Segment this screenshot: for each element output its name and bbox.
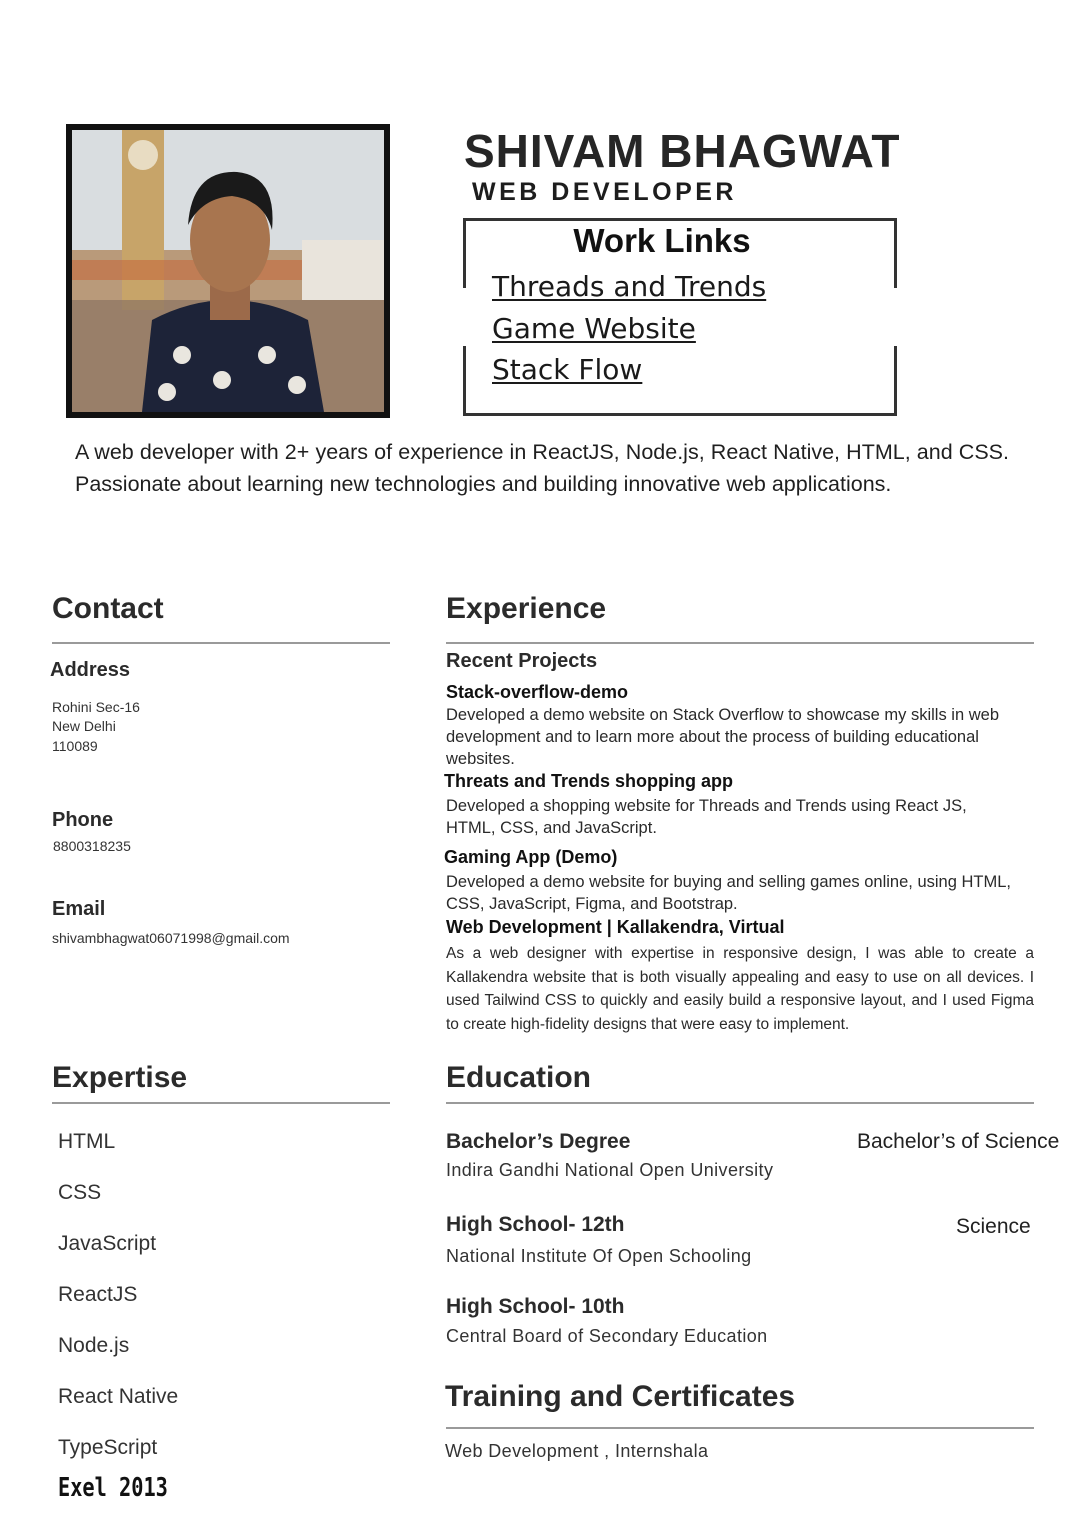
experience-heading: Experience: [446, 592, 607, 625]
skill-item: React Native: [58, 1385, 179, 1408]
address-line: Rohini Sec-16: [52, 699, 140, 715]
box-border-right-lower: [894, 346, 897, 416]
link-stack-flow[interactable]: Stack Flow: [492, 353, 643, 386]
phone-value: 8800318235: [53, 838, 131, 854]
link-threads-and-trends[interactable]: Threads and Trends: [492, 270, 767, 303]
recent-projects-heading: Recent Projects: [446, 650, 598, 672]
address-line: New Delhi: [52, 718, 116, 734]
skill-item: Node.js: [58, 1334, 130, 1357]
profile-photo: [66, 124, 390, 418]
contact-heading: Contact: [52, 592, 164, 625]
education-heading: Education: [446, 1061, 592, 1094]
box-border-top: [463, 218, 897, 221]
expertise-heading: Expertise: [52, 1061, 188, 1094]
skill-item: JavaScript: [58, 1232, 157, 1255]
email-value[interactable]: shivambhagwat06071998@gmail.com: [52, 930, 290, 946]
box-border-right-upper: [894, 218, 897, 288]
link-game-website[interactable]: Game Website: [492, 312, 696, 345]
email-label: Email: [52, 898, 106, 920]
work-links-box: [463, 218, 897, 416]
skill-item: TypeScript: [58, 1436, 158, 1459]
skill-item: HTML: [58, 1130, 116, 1153]
education-field: Science: [956, 1215, 1031, 1238]
education-institution: National Institute Of Open Schooling: [446, 1246, 752, 1266]
box-border-bottom: [463, 413, 897, 416]
project-title: Gaming App (Demo): [444, 847, 618, 867]
project-description: As a web designer with expertise in responsive design, I was able to create a Kallakendra website that is both visually appealing and easy to use on all devices. I used Tailwind CSS to quickly and easily build a responsive layout, and I used Figma to create high-fidelity designs that were easy to implement.: [446, 945, 1034, 1033]
education-institution: Central Board of Secondary Education: [446, 1326, 768, 1346]
training-divider: [446, 1427, 1034, 1429]
training-heading: Training and Certificates: [445, 1380, 796, 1413]
education-institution: Indira Gandhi National Open University: [446, 1160, 774, 1180]
project-description: Developed a shopping website for Threads and Trends using React JS, HTML, CSS, and JavaScript.: [446, 797, 967, 837]
work-links-title: Work Links: [573, 222, 751, 259]
contact-divider: [52, 642, 390, 644]
skill-item: ReactJS: [58, 1283, 138, 1306]
profile-summary: A web developer with 2+ years of experience in ReactJS, Node.js, React Native, HTML, and CSS. Passionate about learning new technologies and building innovative web applications.: [75, 440, 1009, 496]
education-divider: [446, 1102, 1034, 1104]
education-title: High School- 12th: [446, 1213, 625, 1236]
phone-label: Phone: [52, 809, 114, 831]
project-title: Stack-overflow-demo: [446, 682, 629, 702]
profile-photo-illustration: [72, 130, 384, 412]
training-item: Web Development , Internshala: [445, 1441, 709, 1461]
expertise-divider: [52, 1102, 390, 1104]
candidate-name: SHIVAM BHAGWAT: [464, 125, 901, 177]
experience-divider: [446, 642, 1034, 644]
project-title: Web Development | Kallakendra, Virtual: [446, 917, 785, 937]
education-field: Bachelor’s of Science: [857, 1130, 1060, 1153]
education-title: Bachelor’s Degree: [446, 1130, 631, 1153]
project-description: Developed a demo website on Stack Overflow to showcase my skills in web development and to learn more about the process of building educational websites.: [446, 706, 999, 768]
project-description: Developed a demo website for buying and selling games online, using HTML, CSS, JavaScript, Figma, and Bootstrap.: [446, 873, 1011, 913]
candidate-role: WEB DEVELOPER: [472, 178, 737, 206]
skill-item: CSS: [58, 1181, 102, 1204]
education-title: High School- 10th: [446, 1295, 625, 1318]
project-title: Threats and Trends shopping app: [444, 771, 734, 791]
address-label: Address: [50, 659, 131, 681]
address-line: 110089: [52, 738, 98, 754]
skill-item-extra: Exel 2013: [58, 1473, 168, 1503]
box-border-left-lower: [463, 346, 466, 416]
